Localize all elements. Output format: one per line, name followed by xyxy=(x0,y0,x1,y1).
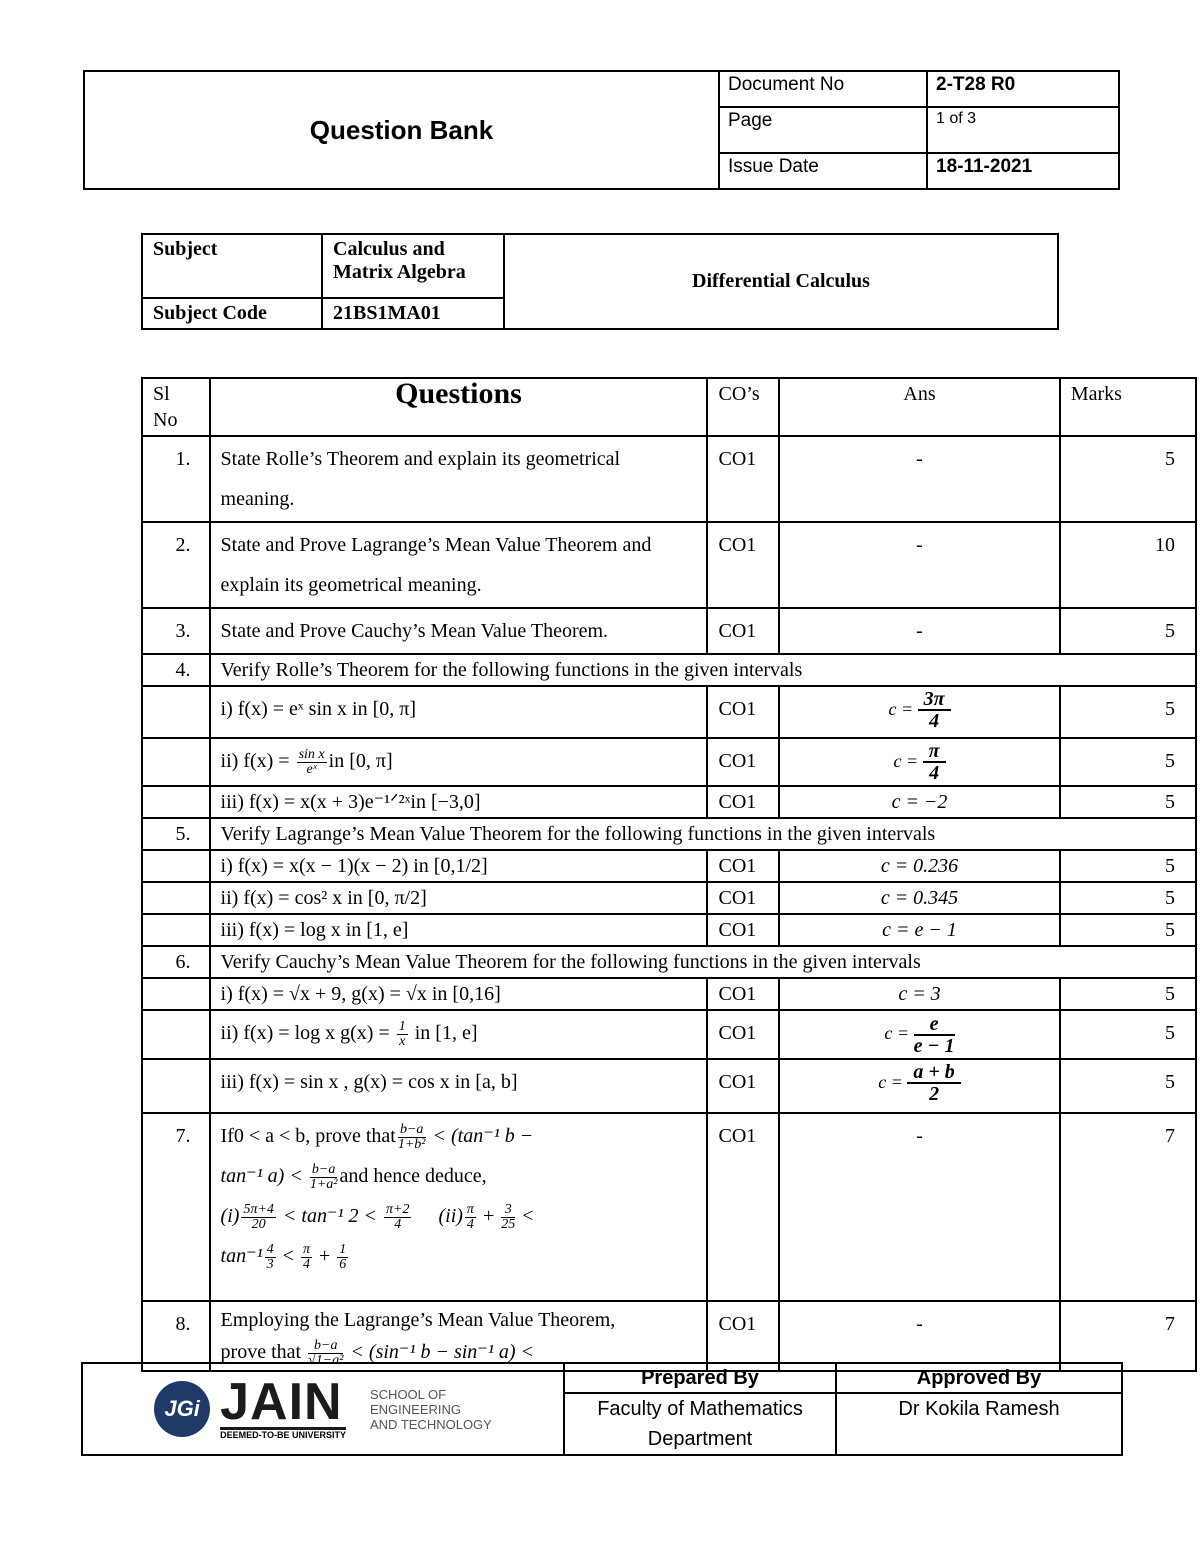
doc-title: Question Bank xyxy=(84,71,719,189)
q-co: CO1 xyxy=(707,1059,779,1113)
document-footer xyxy=(81,1362,1123,1456)
table-row xyxy=(142,786,1196,818)
q-co: CO1 xyxy=(707,786,779,818)
doc-no-label: Document No xyxy=(719,71,927,107)
q-co: CO1 xyxy=(707,1010,779,1058)
table-row xyxy=(142,818,1196,850)
q-subitem-pre: ii) f(x) = xyxy=(220,750,295,772)
q-subitem: i) f(x) = x(x − 1)(x − 2) in [0,1/2] xyxy=(210,850,708,882)
q-co: CO1 xyxy=(707,436,779,522)
approved-by-value: Dr Kokila Ramesh xyxy=(836,1393,1122,1455)
q-ans: c = 0.236 xyxy=(779,850,1060,882)
q-marks: 5 xyxy=(1060,686,1196,738)
ans-numerator: e xyxy=(914,1014,955,1036)
table-row xyxy=(142,914,1196,946)
table-row xyxy=(142,686,1196,738)
ans-denominator: 4 xyxy=(929,710,940,733)
col-sl xyxy=(142,378,210,436)
q-co: CO1 xyxy=(707,1301,779,1371)
page-label: Page xyxy=(719,107,927,153)
q-co: CO1 xyxy=(707,850,779,882)
q-ans: c = $\frac{e}{e - 1}$ xyxy=(779,1010,1060,1058)
topic: Differential Calculus xyxy=(504,234,1058,329)
subject-value-line1: Calculus and xyxy=(333,238,445,260)
col-marks: Marks xyxy=(1060,378,1196,436)
frac-denominator: x xyxy=(399,1034,406,1050)
questions-table xyxy=(141,377,1197,1372)
subject-code-value: 21BS1MA01 xyxy=(322,298,504,329)
subject-label: Subject xyxy=(142,234,322,298)
q-subitem: i) f(x) = √x + 9, g(x) = √x in [0,16] xyxy=(210,978,708,1010)
q-co: CO1 xyxy=(707,738,779,786)
table-row xyxy=(142,850,1196,882)
ans-denominator: 2 xyxy=(929,1083,940,1106)
q-subitem-pre: ii) f(x) = log x g(x) = xyxy=(220,1022,395,1045)
q-number: 3. xyxy=(142,608,210,654)
q-number: 8. xyxy=(142,1301,210,1371)
q-text xyxy=(210,1301,708,1371)
q-subitem xyxy=(210,738,708,786)
table-row xyxy=(142,436,1196,522)
issue-date-value: 18-11-2021 xyxy=(927,153,1119,189)
q-subitem: iii) f(x) = x(x + 3)e⁻¹ᐟ²ˣin [−3,0] xyxy=(210,786,708,818)
table-row xyxy=(142,1301,1196,1371)
q-ans: - xyxy=(779,1301,1060,1371)
q-text: State and Prove Lagrange’s Mean Value Theorem and explain its geometrical meaning. xyxy=(210,522,708,608)
jgi-badge-icon: JGi xyxy=(154,1381,210,1437)
q-co: CO1 xyxy=(707,522,779,608)
frac-denominator: eˣ xyxy=(306,761,317,777)
ans-numerator: π xyxy=(923,741,946,763)
q7-line4: tan⁻¹ $\frac{4}{3}$ < $\frac{\pi}{4}$ + $\frac{1}{6}$ xyxy=(220,1241,347,1272)
q-marks: 10 xyxy=(1060,522,1196,608)
logo-tagline: DEEMED-TO-BE UNIVERSITY xyxy=(220,1427,346,1440)
q-co: CO1 xyxy=(707,686,779,738)
page-value: 1 of 3 xyxy=(927,107,1119,153)
q-subitem: i) f(x) = eˣ sin x in [0, π] xyxy=(210,686,708,738)
table-row xyxy=(142,1010,1196,1058)
q-marks: 5 xyxy=(1060,738,1196,786)
frac-numerator: sin x xyxy=(298,746,325,762)
table-row xyxy=(142,946,1196,978)
q-marks: 5 xyxy=(1060,608,1196,654)
subject-value-line2: Matrix Algebra xyxy=(333,261,466,283)
q-co: CO1 xyxy=(707,608,779,654)
q-ans: c = 3 xyxy=(779,978,1060,1010)
prepared-by-label: Prepared By xyxy=(564,1363,836,1393)
col-sl-line2: No xyxy=(153,409,178,431)
q-co: CO1 xyxy=(707,882,779,914)
q-marks: 5 xyxy=(1060,914,1196,946)
q-subitem-post: in [1, e] xyxy=(409,1022,478,1045)
q-ans: c = $\frac{\pi}{4}$ xyxy=(779,738,1060,786)
table-row xyxy=(142,882,1196,914)
subject-table xyxy=(141,233,1059,330)
q-marks: 5 xyxy=(1060,1059,1196,1113)
q-text xyxy=(210,1113,708,1301)
table-row xyxy=(142,738,1196,786)
q-text: Verify Rolle’s Theorem for the following functions in the given intervals xyxy=(210,654,1196,686)
q-number: 1. xyxy=(142,436,210,522)
q-co: CO1 xyxy=(707,1113,779,1301)
document-header xyxy=(83,70,1120,190)
table-row xyxy=(142,1113,1196,1301)
q-number: 4. xyxy=(142,654,210,686)
q-text: Verify Cauchy’s Mean Value Theorem for the following functions in the given intervals xyxy=(210,946,1196,978)
q-marks: 5 xyxy=(1060,1010,1196,1058)
q-marks: 5 xyxy=(1060,786,1196,818)
q8-line1: Employing the Lagrange’s Mean Value Theorem, xyxy=(220,1308,616,1331)
ans-numerator: a + b xyxy=(907,1062,960,1084)
q-number: 6. xyxy=(142,946,210,978)
university-logo xyxy=(82,1363,564,1455)
table-row xyxy=(142,978,1196,1010)
col-ans: Ans xyxy=(779,378,1060,436)
table-row xyxy=(142,1059,1196,1113)
subject-value xyxy=(322,234,504,298)
col-sl-line1: Sl xyxy=(153,383,170,405)
q-subitem: iii) f(x) = sin x , g(x) = cos x in [a, b] xyxy=(210,1059,708,1113)
q-subitem: iii) f(x) = log x in [1, e] xyxy=(210,914,708,946)
q-co: CO1 xyxy=(707,914,779,946)
q-text: Verify Lagrange’s Mean Value Theorem for the following functions in the given intervals xyxy=(210,818,1196,850)
q8-line2: prove that $\frac{b-a}{\text{√1−a²}}$ < (sin⁻¹ b − sin⁻¹ a) < xyxy=(220,1337,534,1368)
q7-line3: (i) $\frac{5\pi+4}{20}$ < tan⁻¹ 2 < $\frac{\pi+2}{4}$ (ii) $\frac{\pi}{4}$ + $\frac{3}{25}$ < xyxy=(220,1201,534,1232)
doc-no-value: 2-T28 R0 xyxy=(927,71,1119,107)
q-ans: - xyxy=(779,1113,1060,1301)
q-ans: c = −2 xyxy=(779,786,1060,818)
q-marks: 5 xyxy=(1060,978,1196,1010)
prepared-by-value: Faculty of Mathematics Department xyxy=(564,1393,836,1455)
q-ans: - xyxy=(779,436,1060,522)
ans-denominator: 4 xyxy=(929,762,940,785)
q-ans: c = e − 1 xyxy=(779,914,1060,946)
q7-line1: If0 < a < b, prove that $\frac{b-a}{\text{1+b²}}$ < (tan⁻¹ b − xyxy=(220,1121,534,1152)
col-cos: CO’s xyxy=(707,378,779,436)
q-subitem-post: in [0, π] xyxy=(328,750,393,772)
q-subitem: ii) f(x) = cos² x in [0, π/2] xyxy=(210,882,708,914)
issue-date-label: Issue Date xyxy=(719,153,927,189)
q-subitem xyxy=(210,1010,708,1058)
q-number: 7. xyxy=(142,1113,210,1301)
q7-line2: tan⁻¹ a) < $\frac{b-a}{\text{1+a²}}$ and hence deduce, xyxy=(220,1161,487,1192)
col-questions: Questions xyxy=(210,378,708,436)
q-co: CO1 xyxy=(707,978,779,1010)
school-name: SCHOOL OF ENGINEERING AND TECHNOLOGY xyxy=(370,1386,492,1432)
logo-name: JAIN xyxy=(220,1372,343,1431)
q-text: State Rolle’s Theorem and explain its geometrical meaning. xyxy=(210,436,708,522)
q-number: 5. xyxy=(142,818,210,850)
approved-by-label: Approved By xyxy=(836,1363,1122,1393)
frac-numerator: 1 xyxy=(398,1019,406,1035)
q-marks: 5 xyxy=(1060,850,1196,882)
q-number: 2. xyxy=(142,522,210,608)
q-ans: c = $\frac{a + b}{2}$ xyxy=(779,1059,1060,1113)
q-text: State and Prove Cauchy’s Mean Value Theorem. xyxy=(210,608,708,654)
q-marks: 5 xyxy=(1060,436,1196,522)
table-row xyxy=(142,608,1196,654)
table-row xyxy=(142,654,1196,686)
table-row xyxy=(142,522,1196,608)
subject-code-label: Subject Code xyxy=(142,298,322,329)
ans-numerator: 3π xyxy=(918,689,951,711)
q-marks: 7 xyxy=(1060,1113,1196,1301)
ans-denominator: e − 1 xyxy=(913,1034,955,1057)
q-marks: 7 xyxy=(1060,1301,1196,1371)
q-ans: - xyxy=(779,608,1060,654)
q-ans: c = 0.345 xyxy=(779,882,1060,914)
q-ans: c = $\frac{3\pi}{4}$ xyxy=(779,686,1060,738)
q-ans: - xyxy=(779,522,1060,608)
q-marks: 5 xyxy=(1060,882,1196,914)
